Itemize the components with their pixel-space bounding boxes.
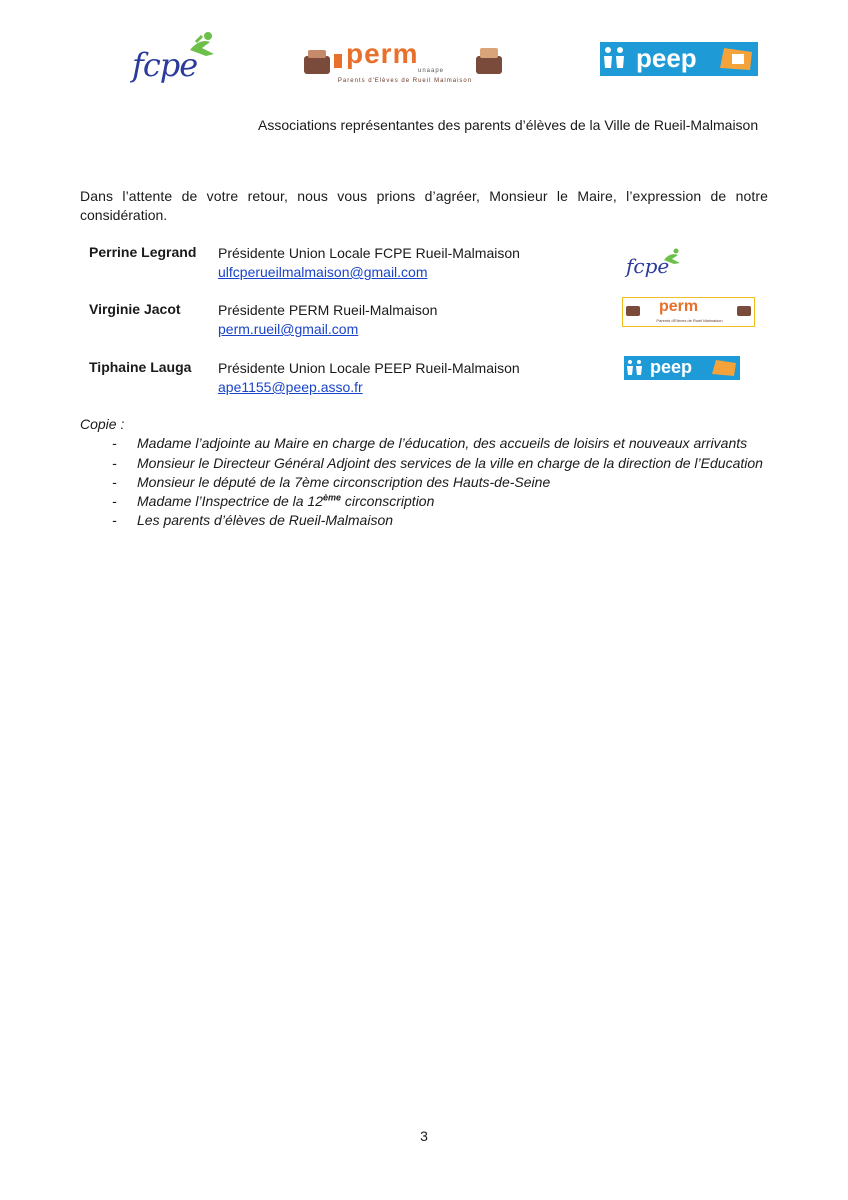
signatory-role: Présidente Union Locale PEEP Rueil-Malmaison xyxy=(218,360,520,376)
signatory-name: Tiphaine Lauga xyxy=(89,359,192,375)
closing-line-1: Dans l’attente de votre retour, nous vous prions d’agréer, Monsieur le Maire, l’expression de notre xyxy=(80,188,768,204)
header-subtitle: Associations représentantes des parents d’élèves de la Ville de Rueil-Malmaison xyxy=(258,117,759,133)
signatory-name: Virginie Jacot xyxy=(89,301,181,317)
fcpe-logo xyxy=(130,28,220,88)
fcpe-logo-text: fcpe xyxy=(132,46,198,84)
fcpe-logo-small xyxy=(624,246,684,282)
perm-logo-small xyxy=(622,297,755,327)
copie-item-text: Les parents d’élèves de Rueil-Malmaison xyxy=(137,512,394,528)
list-dash: - xyxy=(112,493,117,509)
signatory-email-link[interactable]: perm.rueil@gmail.com xyxy=(218,321,359,337)
list-dash: - xyxy=(112,512,117,528)
perm-logo-small-text: perm xyxy=(659,298,699,315)
list-dash: - xyxy=(112,435,117,451)
perm-logo-small-tagline: Parents d'Elèves de Rueil Malmaison xyxy=(656,318,723,323)
copie-item-text: Monsieur le Directeur Général Adjoint des services de la ville en charge de la direction de l’Education xyxy=(137,455,763,471)
copie-inspectrice-before: Madame l’Inspectrice de la 12 xyxy=(137,493,323,509)
closing-line-2: considération. xyxy=(80,207,168,223)
signatory-email-link[interactable]: ape1155@peep.asso.fr xyxy=(218,379,363,395)
peep-logo-text: peep xyxy=(636,43,697,73)
peep-logo xyxy=(600,42,758,76)
signatory-name: Perrine Legrand xyxy=(89,244,197,260)
signatory-role: Présidente Union Locale FCPE Rueil-Malmaison xyxy=(218,245,520,261)
list-dash: - xyxy=(112,474,117,490)
perm-logo-tagline: Parents d'Elèves de Rueil Malmaison xyxy=(337,78,473,84)
closing-paragraph xyxy=(80,187,768,224)
copie-item-text xyxy=(137,492,434,510)
copie-item-text: Monsieur le député de la 7ème circonscription des Hauts-de-Seine xyxy=(137,474,551,490)
peep-logo-small xyxy=(624,356,740,380)
copie-item-text: Madame l’adjointe au Maire en charge de l’éducation, des accueils de loisirs et nouveaux arrivants xyxy=(137,435,748,451)
list-dash: - xyxy=(112,455,117,471)
signatory-email-link[interactable]: ulfcperueilmalmaison@gmail.com xyxy=(218,264,428,280)
copie-inspectrice-sup: ème xyxy=(323,492,342,503)
page-number: 3 xyxy=(420,1128,428,1144)
perm-logo-subtext: unaape xyxy=(418,68,445,74)
peep-logo-small-text: peep xyxy=(650,357,693,377)
copie-label: Copie : xyxy=(80,416,125,432)
signatory-role: Présidente PERM Rueil-Malmaison xyxy=(218,302,438,318)
perm-logo xyxy=(300,38,506,88)
perm-logo-text: perm xyxy=(346,38,419,69)
fcpe-logo-small-text: fcpe xyxy=(626,254,670,278)
copie-inspectrice-after: circonscription xyxy=(341,493,435,509)
